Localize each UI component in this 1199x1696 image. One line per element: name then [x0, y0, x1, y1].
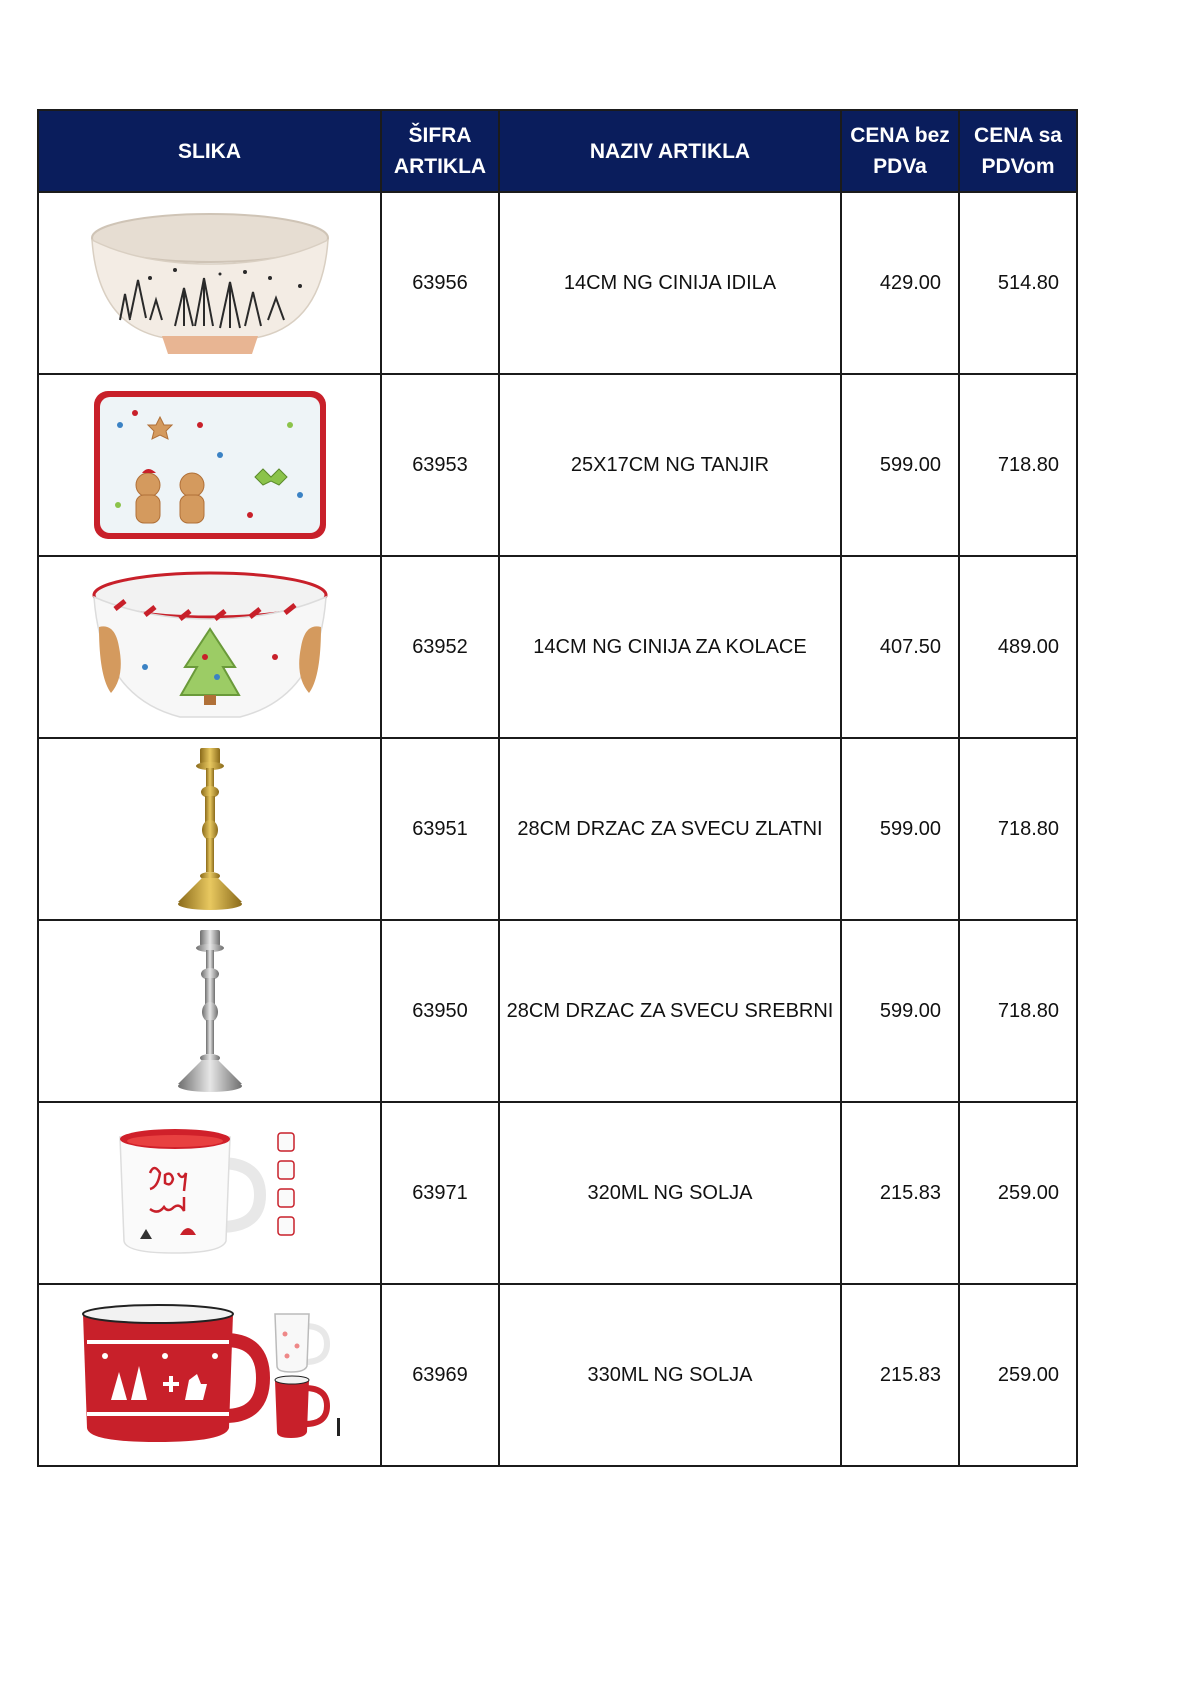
christmas-bowl-icon [85, 567, 335, 727]
price-without-vat: 599.00 [841, 738, 959, 920]
header-code: ŠIFRA ARTIKLA [381, 110, 499, 192]
table-row [38, 556, 1077, 738]
header-row [38, 110, 1077, 192]
table-row [38, 192, 1077, 374]
table-row [38, 738, 1077, 920]
product-image-cell [38, 374, 381, 556]
price-with-vat: 259.00 [959, 1284, 1077, 1466]
price-with-vat: 718.80 [959, 738, 1077, 920]
table-row [38, 920, 1077, 1102]
header-gross-price: CENA sa PDVom [959, 110, 1077, 192]
product-code: 63952 [381, 556, 499, 738]
price-with-vat: 259.00 [959, 1102, 1077, 1284]
header-image: SLIKA [38, 110, 381, 192]
header-name: NAZIV ARTIKLA [499, 110, 841, 192]
product-image-cell [38, 1102, 381, 1284]
joy-mug-icon [110, 1123, 310, 1263]
product-name: 14CM NG CINIJA IDILA [499, 192, 841, 374]
product-name: 28CM DRZAC ZA SVECU ZLATNI [499, 738, 841, 920]
price-with-vat: 718.80 [959, 920, 1077, 1102]
product-code: 63956 [381, 192, 499, 374]
bowl-trees-icon [80, 208, 340, 358]
product-image-cell [38, 920, 381, 1102]
header-net-price: CENA bez PDVa [841, 110, 959, 192]
price-table [37, 109, 1078, 1467]
product-image-cell [38, 1284, 381, 1466]
product-code: 63971 [381, 1102, 499, 1284]
product-image-cell [38, 192, 381, 374]
price-without-vat: 407.50 [841, 556, 959, 738]
product-code: 63953 [381, 374, 499, 556]
price-without-vat: 215.83 [841, 1284, 959, 1466]
price-with-vat: 718.80 [959, 374, 1077, 556]
price-with-vat: 489.00 [959, 556, 1077, 738]
silver-candlestick-icon [170, 926, 250, 1096]
table-row [38, 1284, 1077, 1466]
table-row [38, 1102, 1077, 1284]
product-image-cell [38, 556, 381, 738]
price-without-vat: 599.00 [841, 920, 959, 1102]
product-code: 63969 [381, 1284, 499, 1466]
product-name: 320ML NG SOLJA [499, 1102, 841, 1284]
price-without-vat: 599.00 [841, 374, 959, 556]
product-image-cell [38, 738, 381, 920]
product-code: 63950 [381, 920, 499, 1102]
gold-candlestick-icon [170, 744, 250, 914]
price-without-vat: 215.83 [841, 1102, 959, 1284]
product-name: 25X17CM NG TANJIR [499, 374, 841, 556]
product-name: 14CM NG CINIJA ZA KOLACE [499, 556, 841, 738]
table-row [38, 374, 1077, 556]
product-name: 28CM DRZAC ZA SVECU SREBRNI [499, 920, 841, 1102]
gingerbread-plate-icon [90, 385, 330, 545]
product-name: 330ML NG SOLJA [499, 1284, 841, 1466]
red-enamel-mug-icon [75, 1300, 345, 1450]
product-code: 63951 [381, 738, 499, 920]
price-with-vat: 514.80 [959, 192, 1077, 374]
price-without-vat: 429.00 [841, 192, 959, 374]
